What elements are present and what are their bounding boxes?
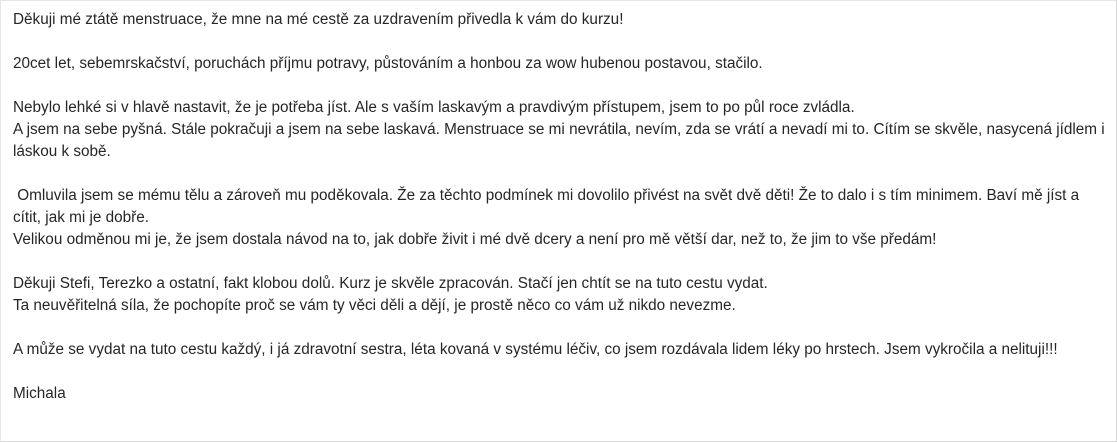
- paragraph-progress: [13, 97, 1109, 163]
- text-line: Děkuji mé ztátě menstruace, že mne na mé cestě za uzdravením přivedla k vám do kurzu!: [13, 11, 624, 28]
- text-line: Děkuji Stefi, Terezko a ostatní, fakt klobou dolů. Kurz je skvěle zpracován. Stačí jen chtít se na tuto cestu vydat.: [13, 275, 768, 292]
- text-line: Velikou odměnou mi je, že jsem dostala návod na to, jak dobře živit i mé dvě dcery a není pro mě větší dar, než to, že jim to vše předám!: [13, 231, 937, 248]
- paragraph-thanks: [13, 9, 1109, 31]
- paragraph-gratitude: [13, 185, 1109, 251]
- signature-name: Michala: [13, 385, 66, 402]
- paragraph-course: [13, 273, 1109, 317]
- paragraph-closing: [13, 339, 1109, 361]
- text-line: A jsem na sebe pyšná. Stále pokračuji a jsem na sebe laskavá. Menstruace se mi nevrátila, nevím, zda se vrátí a nevadí mi to. Cítím se skvěle, nasycená jídlem i láskou k sobě.: [13, 121, 1109, 160]
- text-line: Omluvila jsem se mému tělu a zároveň mu poděkovala. Že za těchto podmínek mi dovolilo přivést na svět dvě děti! Že to dalo i s tím minimem. Baví mě jíst a cítit, jak mi je dobře.: [13, 187, 1084, 226]
- text-line: Nebylo lehké si v hlavě nastavit, že je potřeba jíst. Ale s vaším laskavým a pravdivým přístupem, jsem to po půl roce zvládla.: [13, 99, 855, 116]
- paragraph-history: [13, 53, 1109, 75]
- signature: [13, 383, 1109, 405]
- text-line: A může se vydat na tuto cestu každý, i já zdravotní sestra, léta kovaná v systému léčiv, co jsem rozdávala lidem léky po hrstech. Jsem vykročila a nelituji!!!: [13, 341, 1058, 358]
- text-line: Ta neuvěřitelná síla, že pochopíte proč se vám ty věci děli a dějí, je prostě něco co vám už nikdo nevezme.: [13, 297, 736, 314]
- text-line: 20cet let, sebemrskačství, poruchách příjmu potravy, půstováním a honbou za wow hubenou postavou, stačilo.: [13, 55, 763, 72]
- message-body: [13, 9, 1109, 405]
